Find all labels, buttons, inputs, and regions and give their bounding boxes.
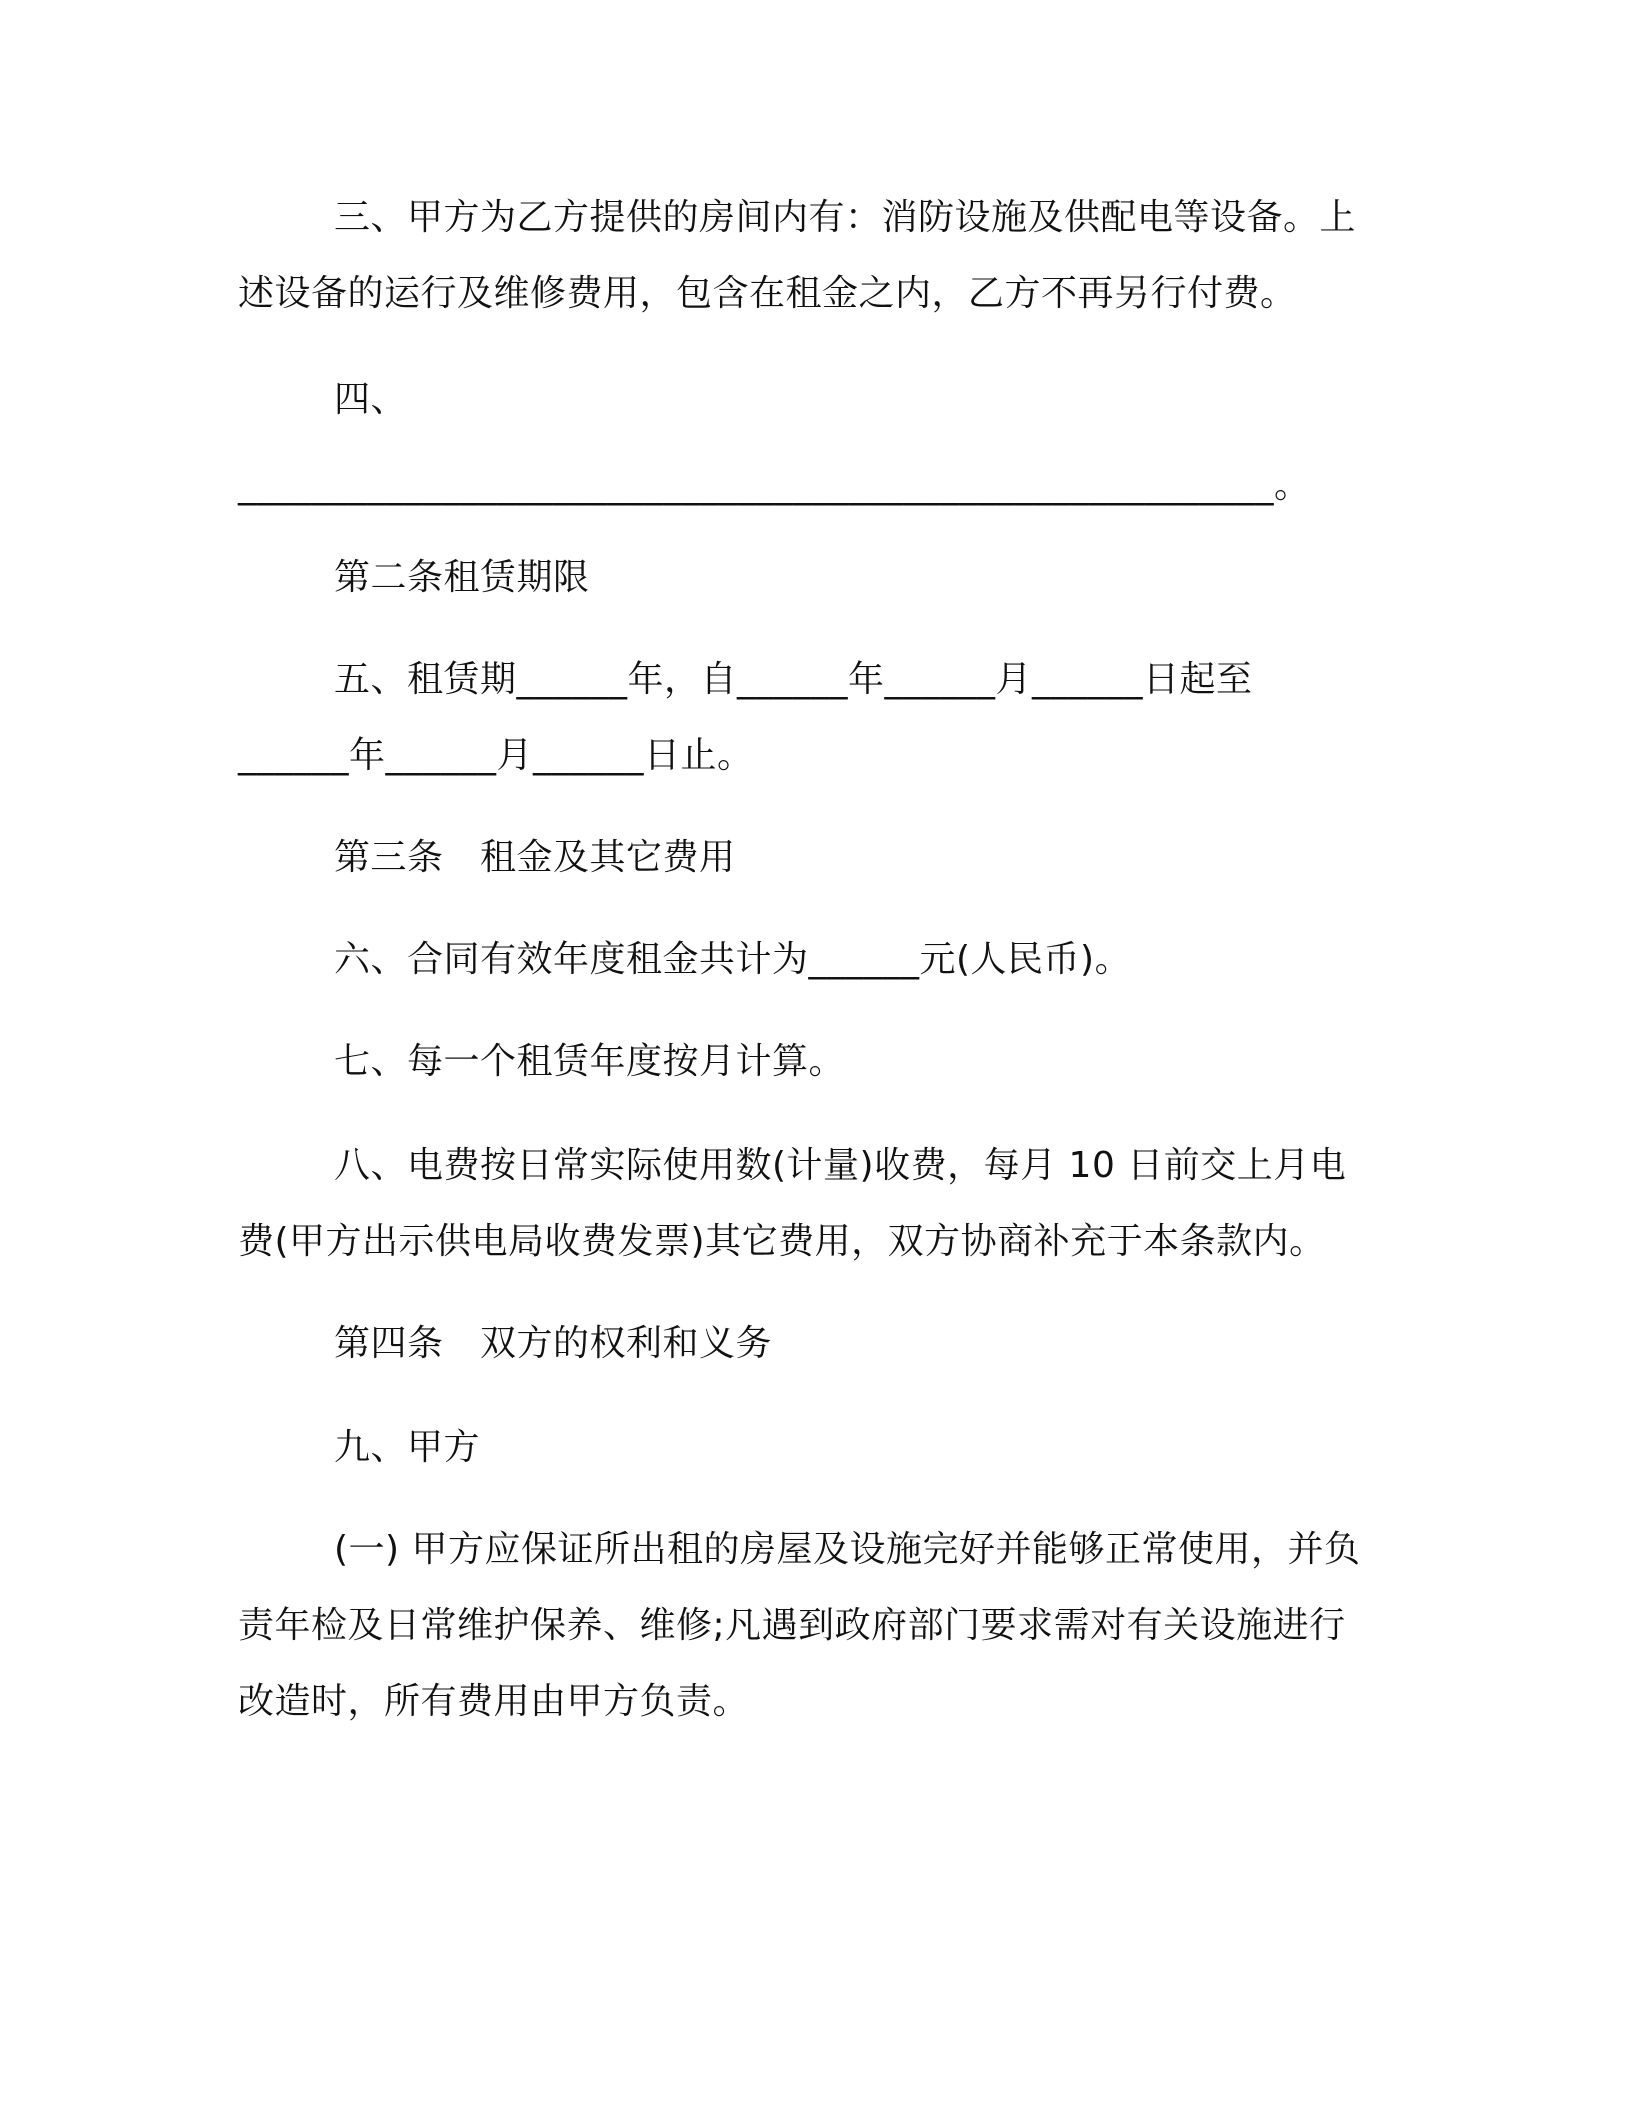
clause-3-line-1: 三、甲方为乙方提供的房间内有：消防设施及供配电等设备。上 [334,197,1357,238]
clause-4-label: 四、 [334,379,408,420]
article-4-heading: 第四条 双方的权利和义务 [334,1323,773,1364]
article-2-heading: 第二条租赁期限 [334,557,590,598]
clause-6: 六、合同有效年度租金共计为______元(人民币)。 [334,939,1132,980]
clause-9-1-line-3: 改造时，所有费用由甲方负责。 [238,1681,750,1722]
clause-9-1-line-1: (一) 甲方应保证所出租的房屋及设施完好并能够正常使用，并负 [334,1529,1361,1570]
clause-8-line-1: 八、电费按日常实际使用数(计量)收费，每月 10 日前交上月电 [334,1145,1347,1186]
clause-5-line-2: ______年______月______日止。 [238,735,754,776]
clause-9-heading: 九、甲方 [334,1427,481,1468]
clause-3-line-2: 述设备的运行及维修费用，包含在租金之内，乙方不再另行付费。 [238,273,1297,314]
clause-5-line-1: 五、租赁期______年，自______年______月______日起至 [334,659,1253,700]
article-3-heading: 第三条 租金及其它费用 [334,837,736,878]
clause-4-blank: ________________________________________________________。 [238,465,1311,506]
clause-9-1-line-2: 责年检及日常维护保养、维修;凡遇到政府部门要求需对有关设施进行 [238,1605,1346,1646]
clause-8-line-2: 费(甲方出示供电局收费发票)其它费用，双方协商补充于本条款内。 [238,1221,1326,1262]
clause-7: 七、每一个租赁年度按月计算。 [334,1041,846,1082]
